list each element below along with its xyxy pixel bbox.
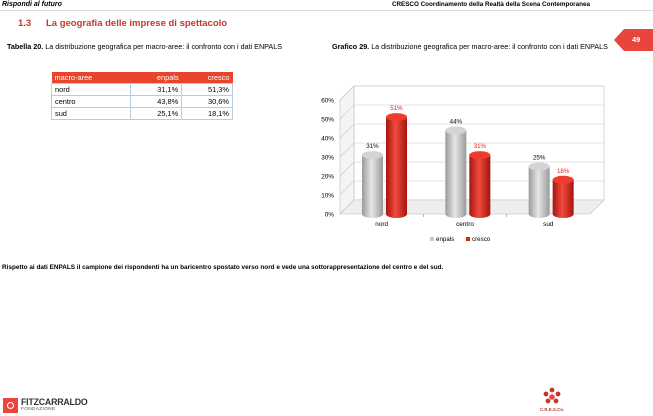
logo-line1: FITZCARRALDO bbox=[21, 397, 88, 407]
chart-caption-text: La distribuzione geografica per macro-aree: il confronto con i dati ENPALS bbox=[371, 42, 608, 51]
table-cell: 51,3% bbox=[182, 84, 233, 96]
header-right-text: CRESCO Coordinamento della Realtà della Scena Contemporanea bbox=[391, 1, 590, 8]
table-cell: 18,1% bbox=[182, 108, 233, 120]
legend-swatch-cresco bbox=[466, 237, 470, 241]
table-cell: sud bbox=[52, 108, 131, 120]
section-title: La geografia delle imprese di spettacolo bbox=[46, 18, 228, 29]
chart-caption-label: Grafico 29. bbox=[332, 42, 370, 51]
y-tick-label: 50% bbox=[321, 116, 334, 124]
bar-enpals-nord bbox=[362, 155, 383, 218]
data-label: 31% bbox=[473, 143, 487, 151]
table-cell: 30,6% bbox=[182, 96, 233, 108]
table-row bbox=[52, 108, 233, 120]
bar-top-enpals-sud bbox=[529, 163, 550, 171]
table-caption-label: Tabella 20. bbox=[6, 42, 44, 51]
table-cell: 43,8% bbox=[131, 96, 182, 108]
cresco-logo bbox=[539, 386, 565, 414]
table-caption-text: La distribuzione geografica per macro-aree: il confronto con i dati ENPALS bbox=[45, 42, 282, 51]
table-header-row bbox=[52, 72, 233, 84]
header-divider bbox=[0, 10, 653, 11]
bar-top-enpals-centro bbox=[445, 126, 466, 134]
cresco-logo-text: C.R.E.S.Co. bbox=[540, 407, 565, 412]
legend-swatch-enpals bbox=[430, 237, 434, 241]
y-tick-label: 60% bbox=[321, 97, 334, 105]
cresco-logo-icon bbox=[539, 386, 565, 408]
page-number-tab bbox=[624, 29, 653, 51]
table-cell: 25,1% bbox=[131, 108, 182, 120]
legend-label: cresco bbox=[472, 236, 491, 243]
section-heading bbox=[18, 18, 227, 29]
y-tick-label: 30% bbox=[321, 154, 334, 162]
data-table bbox=[51, 72, 233, 120]
data-label: 25% bbox=[532, 154, 546, 162]
x-category-label: nord bbox=[375, 221, 389, 228]
fitzcarraldo-logo bbox=[3, 397, 93, 415]
bar-cresco-nord bbox=[386, 117, 407, 218]
header-left-text: Rispondi al futuro bbox=[2, 1, 62, 8]
x-category-label: sud bbox=[543, 221, 554, 228]
bar-top-cresco-nord bbox=[386, 113, 407, 121]
bar-chart bbox=[300, 84, 630, 254]
bar-enpals-centro bbox=[445, 130, 466, 218]
page-number: 49 bbox=[632, 35, 641, 44]
data-label: 31% bbox=[366, 143, 379, 151]
bar-cresco-centro bbox=[469, 155, 490, 218]
bar-enpals-sud bbox=[529, 167, 550, 219]
bar-top-cresco-centro bbox=[469, 151, 490, 159]
y-tick-label: 0% bbox=[324, 211, 334, 219]
x-category-label: centro bbox=[456, 221, 474, 228]
page-header bbox=[0, 0, 653, 11]
data-label: 18% bbox=[556, 167, 570, 175]
y-tick-label: 20% bbox=[321, 173, 334, 181]
table-header-cell: cresco bbox=[182, 72, 233, 84]
bar-cresco-sud bbox=[553, 180, 574, 218]
y-tick-label: 40% bbox=[321, 135, 334, 143]
table-cell: 31,1% bbox=[131, 84, 182, 96]
table-cell: centro bbox=[52, 96, 131, 108]
table-cell: nord bbox=[52, 84, 131, 96]
data-label: 51% bbox=[390, 105, 403, 113]
body-paragraph: Rispetto ai dati ENPALS il campione dei rispondenti ha un baricentro spostato verso nord e vede una sottorappresentazione del centro e del sud. bbox=[2, 264, 444, 271]
fitzcarraldo-logo-icon bbox=[3, 398, 18, 413]
table-header-cell: macro-aree bbox=[52, 72, 131, 84]
chart-caption bbox=[325, 42, 615, 52]
table-header-cell: enpals bbox=[131, 72, 182, 84]
logo-line2: FONDAZIONE bbox=[21, 407, 56, 412]
table-caption bbox=[2, 42, 287, 52]
section-number: 1.3 bbox=[18, 18, 32, 29]
bar-top-cresco-sud bbox=[553, 176, 574, 184]
table-row bbox=[52, 84, 233, 96]
y-tick-label: 10% bbox=[321, 192, 334, 200]
data-label: 44% bbox=[449, 118, 463, 126]
bar-top-enpals-nord bbox=[362, 151, 383, 159]
table-row bbox=[52, 96, 233, 108]
legend-label: enpals bbox=[436, 236, 455, 243]
